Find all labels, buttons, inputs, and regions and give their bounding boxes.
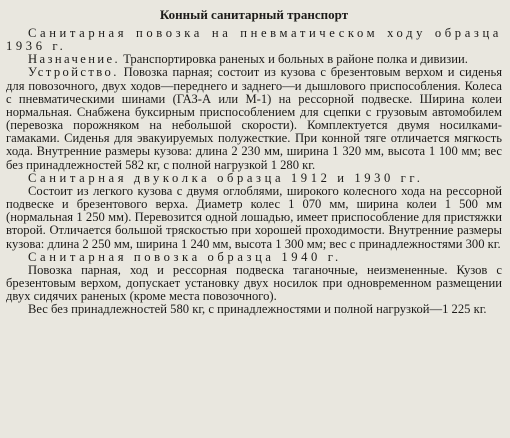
purpose-text: Транспортировка раненых и больных в районе полка и дивизии.: [123, 52, 468, 67]
section-3-heading: Санитарная повозка образца 1940 г.: [28, 249, 342, 264]
section-3-text: Повозка парная, ход и рессорная подвеска таганочные, неизмененные. Кузов с брезентовым верхом, допускает установку двух носилок при одновременном размещении двух сидячих раненых (кроме места повозочного).: [6, 262, 502, 304]
section-1-device: [6, 66, 502, 171]
device-label: Устройство.: [28, 65, 119, 80]
device-text: Повозка парная; состоит из кузова с брезентовым верхом и сиденья для повозочного, двух ходов—переднего и заднего—и дышлового приспособления. Колеса с пневматическими шинами (ГАЗ-А или М-1) на рессорной подвеске. Ширина колеи нормальная. Снабжена буксирным приспособлением для сцепки с грузовым автомобилем (перевозка порожняком на небольшой скорости). Комплектуется двумя носилками-гамаками. Сиденья для эвакуируемых полужесткие. При конной тяге отличается мягкость хода. Внутренние размеры кузова: длина 2 230 мм, ширина 1 320 мм, высота 1 100 мм; вес без принадлежностей 582 кг, с полной нагрузкой 1 280 кг.: [6, 65, 502, 172]
purpose-label: Назначение.: [28, 52, 121, 67]
section-2-text: Состоит из легкого кузова с двумя оглоблями, широкого колесного хода на рессорной подвеске и брезентового верха. Диаметр колес 1 070 мм, ширина колеи 1 500 мм (нормальная 1 250 мм). Перевозится одной лошадью, имеет приспособление для пристяжки второй. Отличается большой тряскостью при хорошей проходимости. Внутренние размеры кузова: длина 2 250 мм, ширина 1 240 мм, высота 1 300 мм; вес с принадлежностями 300 кг.: [6, 183, 502, 251]
section-3-weight: Вес без принадлежностей 580 кг, с принадлежностями и полной нагрузкой—1 225 кг.: [28, 302, 487, 317]
page-title: Конный санитарный транспорт: [159, 7, 349, 22]
section-2-heading: Санитарная двуколка образца 1912 и 1930 гг.: [28, 170, 424, 185]
section-1-heading: Санитарная повозка на пневматическом ходу образца 1936 г.: [6, 26, 502, 54]
